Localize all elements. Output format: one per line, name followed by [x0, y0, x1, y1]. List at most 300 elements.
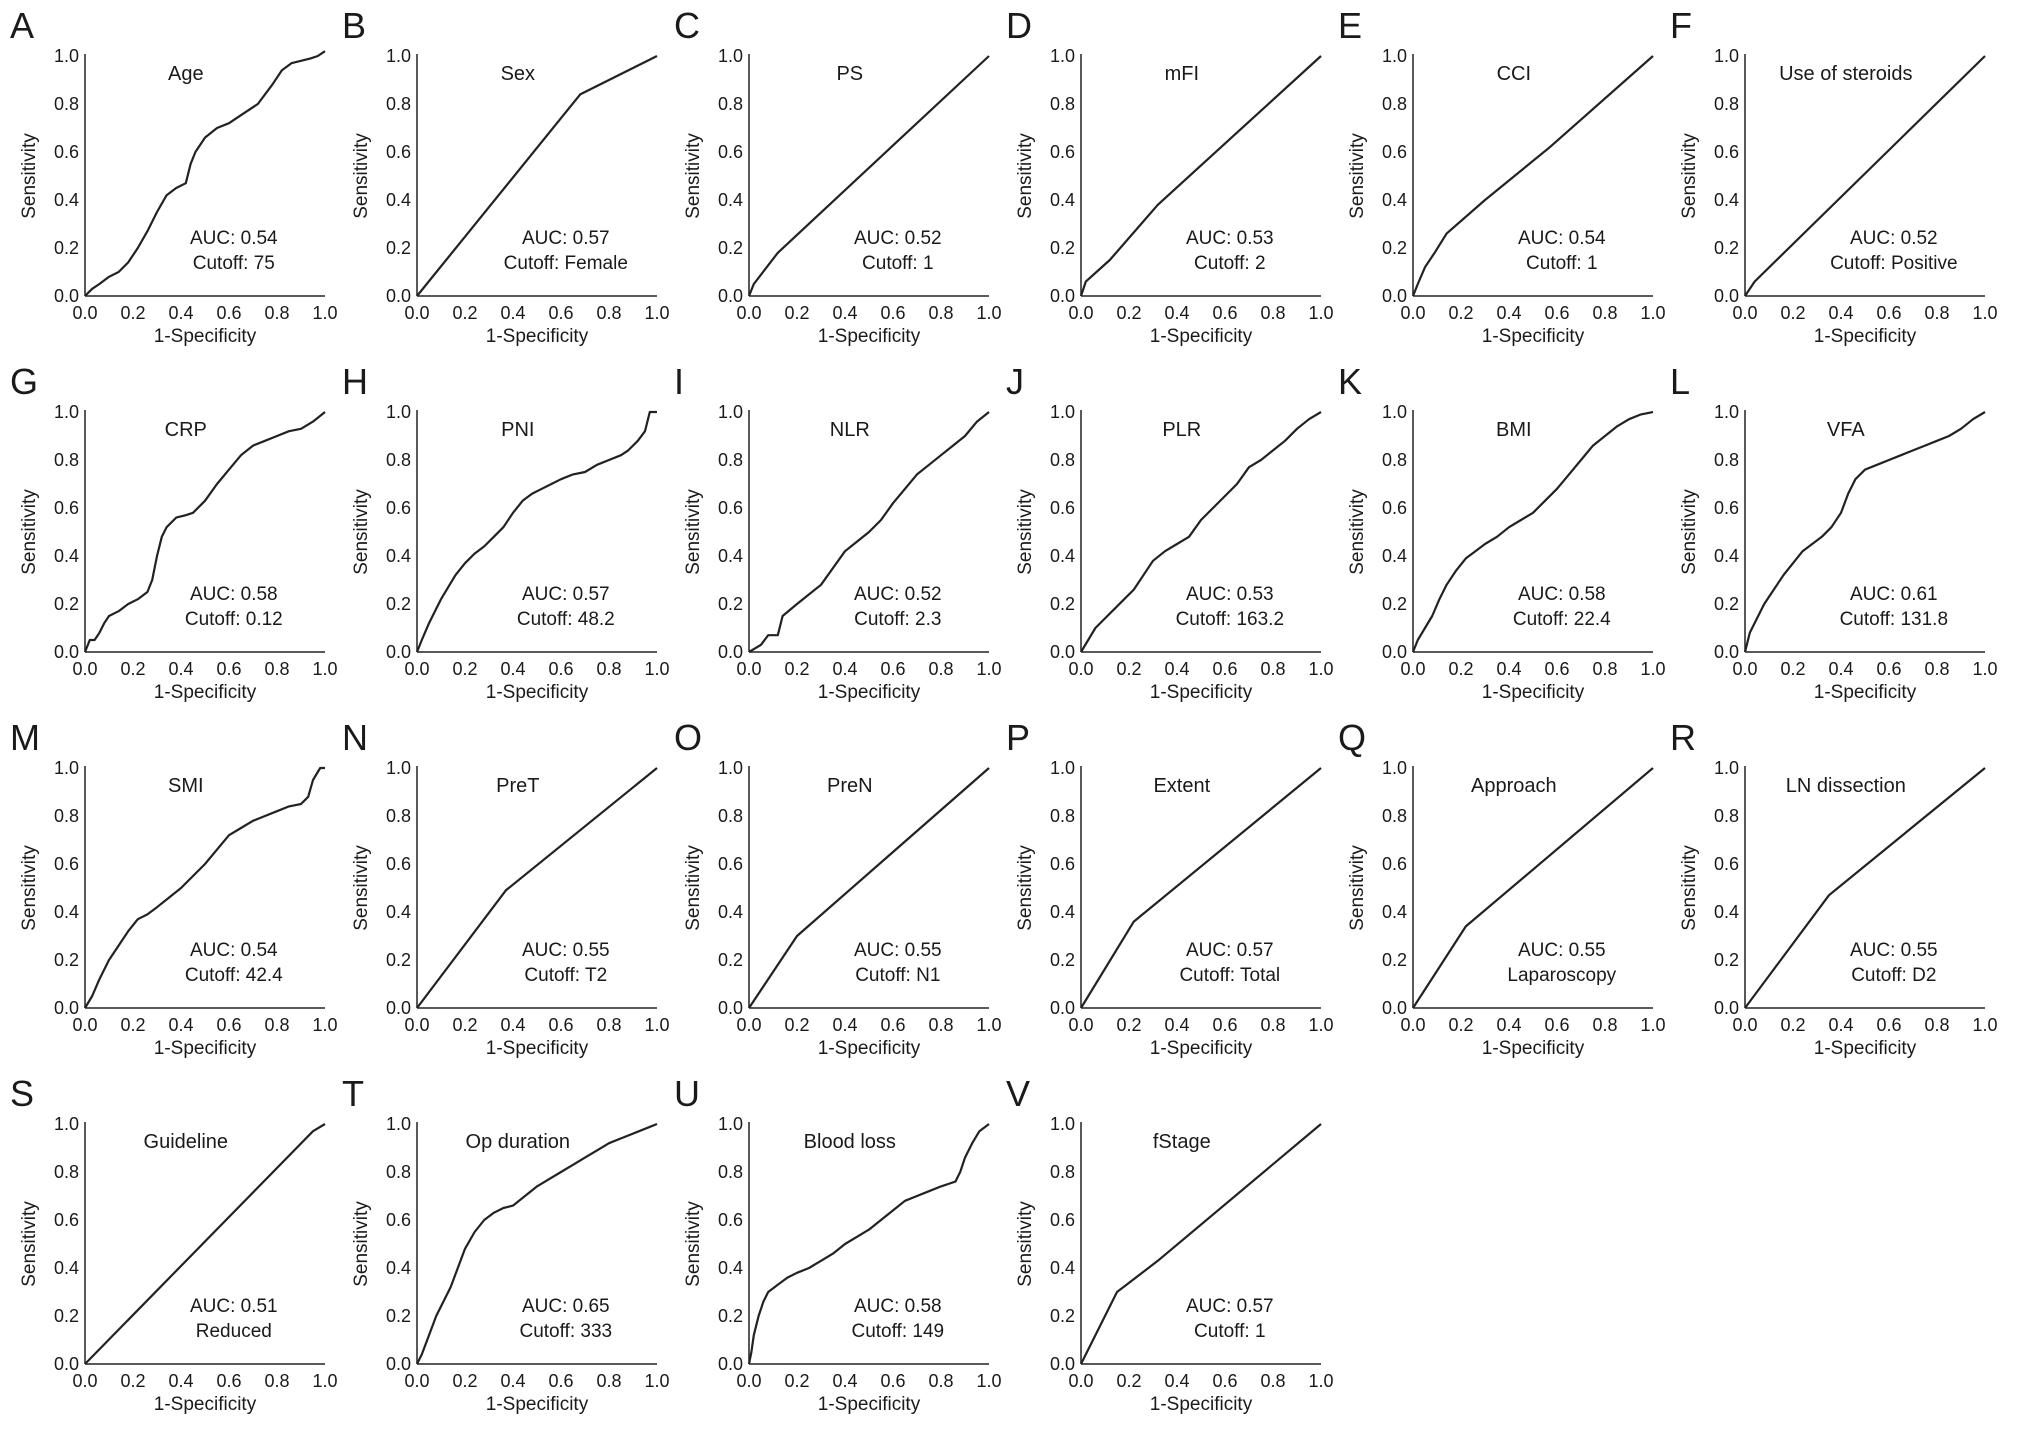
x-tick-label: 0.4: [500, 1371, 526, 1391]
x-tick-label: 1.0: [976, 659, 1002, 679]
panel-letter: Q: [1338, 717, 1367, 758]
y-tick-label: 0.4: [53, 902, 79, 922]
x-tick-label: 1.0: [1972, 303, 1998, 323]
y-tick-label: 1.0: [53, 1114, 79, 1134]
auc-label: AUC: 0.52: [853, 228, 942, 249]
x-tick-label: 1.0: [1640, 659, 1666, 679]
y-tick-label: 0.6: [53, 854, 79, 874]
y-tick-label: 0.6: [385, 1210, 411, 1230]
auc-label: AUC: 0.55: [853, 940, 942, 961]
x-tick-label: 0.6: [1544, 659, 1570, 679]
y-tick-label: 1.0: [1713, 758, 1739, 778]
x-axis-label: 1-Specificity: [485, 682, 589, 703]
x-tick-label: 0.0: [736, 1015, 762, 1035]
x-tick-label: 0.2: [784, 659, 810, 679]
x-tick-label: 0.6: [1876, 659, 1902, 679]
roc-panel-m: [10, 717, 338, 1059]
x-tick-label: 1.0: [1308, 303, 1334, 323]
y-tick-label: 0.4: [1381, 902, 1407, 922]
y-axis-label: Sensitivity: [1347, 489, 1368, 575]
y-tick-label: 0.4: [1381, 190, 1407, 210]
y-axis-label: Sensitivity: [1015, 845, 1036, 931]
cutoff-label: Cutoff: 48.2: [516, 609, 615, 630]
chart-title: LN dissection: [1785, 775, 1906, 797]
x-tick-label: 0.4: [168, 1015, 194, 1035]
y-tick-label: 0.8: [1713, 94, 1739, 114]
y-tick-label: 0.6: [53, 142, 79, 162]
x-tick-label: 1.0: [1640, 303, 1666, 323]
auc-label: AUC: 0.57: [1185, 1296, 1274, 1317]
y-tick-label: 0.8: [1381, 450, 1407, 470]
panel-letter: U: [674, 1073, 700, 1114]
y-tick-label: 0.6: [385, 854, 411, 874]
roc-panel-l: [1670, 361, 1998, 703]
x-axis-label: 1-Specificity: [1813, 682, 1917, 703]
auc-label: AUC: 0.54: [1517, 228, 1606, 249]
y-tick-label: 1.0: [1049, 758, 1075, 778]
x-axis-label: 1-Specificity: [817, 1038, 921, 1059]
y-tick-label: 1.0: [1381, 46, 1407, 66]
x-tick-label: 0.8: [264, 1015, 290, 1035]
y-tick-label: 0.2: [53, 950, 79, 970]
chart-title: VFA: [1826, 419, 1865, 441]
y-tick-label: 0.4: [1713, 546, 1739, 566]
y-tick-label: 0.4: [385, 546, 411, 566]
x-tick-label: 0.6: [880, 303, 906, 323]
y-tick-label: 0.8: [717, 806, 743, 826]
x-tick-label: 0.4: [832, 659, 858, 679]
y-tick-label: 1.0: [1713, 402, 1739, 422]
x-tick-label: 0.6: [1876, 1015, 1902, 1035]
y-tick-label: 0.6: [717, 1210, 743, 1230]
x-tick-label: 0.6: [1544, 1015, 1570, 1035]
x-tick-label: 1.0: [312, 1015, 338, 1035]
y-tick-label: 0.6: [53, 1210, 79, 1230]
y-tick-label: 0.0: [385, 998, 411, 1018]
roc-panel-d: [1006, 5, 1334, 347]
x-axis-label: 1-Specificity: [817, 682, 921, 703]
roc-panel-k: [1338, 361, 1666, 703]
auc-label: AUC: 0.52: [853, 584, 942, 605]
panel-letter: H: [342, 361, 368, 402]
x-tick-label: 0.0: [1068, 659, 1094, 679]
panel-letter: A: [10, 5, 35, 46]
chart-title: Sex: [500, 63, 536, 85]
x-tick-label: 0.2: [784, 1015, 810, 1035]
y-tick-label: 0.0: [1049, 286, 1075, 306]
y-axis-label: Sensitivity: [683, 489, 704, 575]
x-tick-label: 0.4: [1496, 1015, 1522, 1035]
x-tick-label: 0.8: [1592, 303, 1618, 323]
auc-label: AUC: 0.54: [189, 228, 278, 249]
x-tick-label: 0.8: [1260, 659, 1286, 679]
roc-panel-q: [1338, 717, 1666, 1059]
cutoff-label: Cutoff: 75: [192, 253, 275, 274]
x-tick-label: 1.0: [976, 1015, 1002, 1035]
y-tick-label: 0.0: [1713, 998, 1739, 1018]
y-tick-label: 0.0: [385, 286, 411, 306]
y-tick-label: 1.0: [1381, 402, 1407, 422]
y-tick-label: 0.4: [1381, 546, 1407, 566]
y-tick-label: 0.2: [53, 594, 79, 614]
x-tick-label: 0.8: [264, 1371, 290, 1391]
chart-title: SMI: [168, 775, 204, 797]
y-tick-label: 0.6: [1381, 854, 1407, 874]
x-axis-label: 1-Specificity: [153, 326, 257, 347]
y-tick-label: 0.2: [1049, 950, 1075, 970]
x-tick-label: 0.2: [452, 659, 478, 679]
x-tick-label: 0.0: [1068, 1371, 1094, 1391]
y-tick-label: 0.6: [1049, 854, 1075, 874]
cutoff-label: Cutoff: 333: [519, 1321, 613, 1342]
y-tick-label: 0.8: [1381, 94, 1407, 114]
panel-letter: V: [1006, 1073, 1031, 1114]
y-tick-label: 0.2: [717, 950, 743, 970]
y-tick-label: 0.2: [53, 1306, 79, 1326]
y-axis-label: Sensitivity: [1679, 133, 1700, 219]
panel-letter: R: [1670, 717, 1696, 758]
y-tick-label: 1.0: [385, 1114, 411, 1134]
chart-title: PS: [836, 63, 864, 85]
x-axis-label: 1-Specificity: [153, 1394, 257, 1415]
y-tick-label: 0.8: [53, 450, 79, 470]
x-tick-label: 0.2: [120, 1371, 146, 1391]
x-tick-label: 0.2: [1448, 659, 1474, 679]
y-tick-label: 0.8: [1713, 450, 1739, 470]
y-tick-label: 0.6: [1713, 854, 1739, 874]
x-tick-label: 0.0: [1732, 659, 1758, 679]
y-tick-label: 0.6: [1381, 142, 1407, 162]
cutoff-label: Cutoff: 1: [1526, 253, 1598, 274]
y-tick-label: 0.0: [1381, 286, 1407, 306]
panel-letter: O: [674, 717, 703, 758]
x-tick-label: 0.8: [596, 303, 622, 323]
roc-panel-a: [10, 5, 338, 347]
x-tick-label: 0.0: [1068, 1015, 1094, 1035]
y-tick-label: 0.2: [385, 950, 411, 970]
chart-title: NLR: [829, 419, 870, 441]
x-tick-label: 0.6: [1212, 659, 1238, 679]
x-tick-label: 0.2: [120, 659, 146, 679]
y-tick-label: 1.0: [1049, 46, 1075, 66]
x-tick-label: 1.0: [1972, 1015, 1998, 1035]
y-axis-label: Sensitivity: [351, 845, 372, 931]
x-tick-label: 0.4: [500, 659, 526, 679]
x-tick-label: 1.0: [312, 659, 338, 679]
x-tick-label: 0.4: [168, 659, 194, 679]
y-axis-label: Sensitivity: [1015, 489, 1036, 575]
roc-panel-e: [1338, 5, 1666, 347]
y-tick-label: 0.8: [1713, 806, 1739, 826]
y-tick-label: 0.8: [717, 94, 743, 114]
y-tick-label: 0.8: [53, 94, 79, 114]
x-tick-label: 0.4: [1828, 1015, 1854, 1035]
x-tick-label: 0.8: [1924, 659, 1950, 679]
x-tick-label: 0.0: [736, 303, 762, 323]
y-tick-label: 0.4: [1049, 1258, 1075, 1278]
x-tick-label: 0.6: [1876, 303, 1902, 323]
y-tick-label: 0.0: [385, 1354, 411, 1374]
chart-title: PLR: [1162, 419, 1202, 441]
y-axis-label: Sensitivity: [1679, 489, 1700, 575]
x-tick-label: 0.4: [832, 1371, 858, 1391]
roc-panel-p: [1006, 717, 1334, 1059]
y-tick-label: 0.2: [717, 594, 743, 614]
y-tick-label: 0.6: [1049, 142, 1075, 162]
x-tick-label: 1.0: [644, 303, 670, 323]
auc-label: AUC: 0.53: [1185, 228, 1274, 249]
x-tick-label: 0.4: [500, 303, 526, 323]
roc-panel-r: [1670, 717, 1998, 1059]
x-tick-label: 0.2: [1780, 303, 1806, 323]
panel-letter: S: [10, 1073, 35, 1114]
cutoff-label: Cutoff: 2.3: [854, 609, 942, 630]
x-tick-label: 0.4: [1164, 1015, 1190, 1035]
auc-label: AUC: 0.55: [521, 940, 610, 961]
y-tick-label: 1.0: [1713, 46, 1739, 66]
panel-letter: E: [1338, 5, 1363, 46]
y-tick-label: 0.4: [385, 1258, 411, 1278]
auc-label: AUC: 0.57: [521, 228, 610, 249]
x-tick-label: 0.8: [1592, 1015, 1618, 1035]
y-tick-label: 0.6: [1713, 142, 1739, 162]
x-tick-label: 0.6: [1212, 303, 1238, 323]
x-tick-label: 0.2: [120, 303, 146, 323]
x-tick-label: 1.0: [644, 1015, 670, 1035]
y-tick-label: 0.2: [1049, 238, 1075, 258]
y-tick-label: 0.6: [717, 142, 743, 162]
y-tick-label: 0.4: [1713, 190, 1739, 210]
y-axis-label: Sensitivity: [683, 845, 704, 931]
panel-letter: T: [342, 1073, 364, 1114]
cutoff-label: Cutoff: 1: [862, 253, 934, 274]
x-axis-label: 1-Specificity: [1813, 326, 1917, 347]
y-tick-label: 0.4: [385, 190, 411, 210]
roc-panel-h: [342, 361, 670, 703]
cutoff-label: Cutoff: T2: [524, 965, 608, 986]
y-tick-label: 0.2: [385, 1306, 411, 1326]
y-axis-label: Sensitivity: [351, 489, 372, 575]
x-tick-label: 0.6: [880, 1015, 906, 1035]
x-tick-label: 0.0: [736, 659, 762, 679]
y-tick-label: 0.0: [53, 1354, 79, 1374]
x-axis-label: 1-Specificity: [1813, 1038, 1917, 1059]
x-tick-label: 0.0: [404, 303, 430, 323]
x-tick-label: 0.8: [928, 1371, 954, 1391]
chart-title: PNI: [501, 419, 535, 441]
x-tick-label: 0.0: [1400, 659, 1426, 679]
y-tick-label: 0.2: [385, 594, 411, 614]
panel-letter: B: [342, 5, 367, 46]
x-tick-label: 0.6: [216, 1015, 242, 1035]
chart-title: mFI: [1164, 63, 1200, 85]
y-tick-label: 1.0: [385, 46, 411, 66]
y-axis-label: Sensitivity: [1679, 845, 1700, 931]
x-tick-label: 0.2: [1116, 1371, 1142, 1391]
y-tick-label: 0.4: [53, 190, 79, 210]
y-tick-label: 0.8: [717, 1162, 743, 1182]
y-tick-label: 1.0: [385, 402, 411, 422]
x-tick-label: 0.8: [596, 1371, 622, 1391]
y-tick-label: 0.0: [1381, 642, 1407, 662]
x-tick-label: 0.4: [832, 303, 858, 323]
y-axis-label: Sensitivity: [351, 133, 372, 219]
roc-panel-s: [10, 1073, 338, 1415]
y-tick-label: 1.0: [1049, 1114, 1075, 1134]
x-tick-label: 0.2: [1448, 1015, 1474, 1035]
y-tick-label: 0.6: [1049, 1210, 1075, 1230]
x-tick-label: 0.8: [1924, 1015, 1950, 1035]
y-tick-label: 0.2: [1713, 238, 1739, 258]
y-tick-label: 0.4: [53, 546, 79, 566]
x-tick-label: 0.0: [1732, 1015, 1758, 1035]
x-tick-label: 1.0: [644, 1371, 670, 1391]
chart-title: BMI: [1496, 419, 1532, 441]
chart-title: CCI: [1496, 63, 1532, 85]
cutoff-label: Reduced: [195, 1321, 272, 1342]
auc-label: AUC: 0.52: [1849, 228, 1938, 249]
y-tick-label: 0.8: [1381, 806, 1407, 826]
y-tick-label: 0.8: [1049, 806, 1075, 826]
panel-letter: C: [674, 5, 700, 46]
roc-panel-v: [1006, 1073, 1334, 1415]
chart-title: fStage: [1152, 1131, 1211, 1153]
y-tick-label: 0.0: [1049, 1354, 1075, 1374]
roc-panel-t: [342, 1073, 670, 1415]
x-tick-label: 0.4: [1164, 1371, 1190, 1391]
x-tick-label: 0.6: [548, 1371, 574, 1391]
x-tick-label: 1.0: [312, 1371, 338, 1391]
auc-label: AUC: 0.51: [189, 1296, 278, 1317]
x-tick-label: 0.2: [452, 303, 478, 323]
y-axis-label: Sensitivity: [683, 1201, 704, 1287]
y-tick-label: 0.4: [717, 190, 743, 210]
x-tick-label: 1.0: [976, 1371, 1002, 1391]
cutoff-label: Cutoff: Total: [1179, 965, 1281, 986]
cutoff-label: Cutoff: D2: [1851, 965, 1937, 986]
y-tick-label: 0.0: [1713, 642, 1739, 662]
chart-title: Guideline: [143, 1131, 229, 1153]
x-tick-label: 1.0: [1308, 1015, 1334, 1035]
x-tick-label: 0.2: [1780, 1015, 1806, 1035]
x-tick-label: 0.8: [596, 1015, 622, 1035]
y-tick-label: 0.2: [1049, 1306, 1075, 1326]
x-tick-label: 0.8: [264, 303, 290, 323]
y-tick-label: 0.6: [385, 142, 411, 162]
x-tick-label: 0.0: [1400, 303, 1426, 323]
x-tick-label: 0.0: [1068, 303, 1094, 323]
x-tick-label: 0.6: [548, 659, 574, 679]
y-tick-label: 0.4: [1049, 902, 1075, 922]
y-tick-label: 0.0: [717, 286, 743, 306]
x-tick-label: 1.0: [1640, 1015, 1666, 1035]
y-tick-label: 1.0: [717, 46, 743, 66]
y-tick-label: 0.2: [1381, 238, 1407, 258]
y-tick-label: 0.2: [385, 238, 411, 258]
x-tick-label: 0.6: [1544, 303, 1570, 323]
x-tick-label: 0.8: [1260, 303, 1286, 323]
y-tick-label: 1.0: [53, 402, 79, 422]
y-tick-label: 0.2: [1381, 594, 1407, 614]
x-tick-label: 0.4: [168, 1371, 194, 1391]
y-tick-label: 0.4: [1049, 190, 1075, 210]
cutoff-label: Cutoff: 42.4: [184, 965, 283, 986]
x-axis-label: 1-Specificity: [485, 326, 589, 347]
x-tick-label: 0.0: [404, 659, 430, 679]
y-tick-label: 1.0: [717, 1114, 743, 1134]
x-axis-label: 1-Specificity: [153, 682, 257, 703]
y-tick-label: 0.0: [53, 998, 79, 1018]
auc-label: AUC: 0.55: [1849, 940, 1938, 961]
y-tick-label: 0.8: [385, 1162, 411, 1182]
y-axis-label: Sensitivity: [19, 133, 40, 219]
x-tick-label: 0.0: [1732, 303, 1758, 323]
x-tick-label: 0.0: [72, 303, 98, 323]
y-axis-label: Sensitivity: [1347, 845, 1368, 931]
y-tick-label: 0.6: [385, 498, 411, 518]
x-tick-label: 1.0: [1972, 659, 1998, 679]
x-tick-label: 0.4: [1496, 303, 1522, 323]
y-tick-label: 0.4: [53, 1258, 79, 1278]
x-tick-label: 0.6: [216, 659, 242, 679]
y-axis-label: Sensitivity: [19, 489, 40, 575]
x-tick-label: 0.2: [120, 1015, 146, 1035]
y-tick-label: 0.4: [717, 546, 743, 566]
y-tick-label: 0.6: [1381, 498, 1407, 518]
roc-panel-u: [674, 1073, 1002, 1415]
x-tick-label: 0.6: [216, 1371, 242, 1391]
y-tick-label: 0.4: [1049, 546, 1075, 566]
x-tick-label: 0.8: [928, 303, 954, 323]
panel-letter: K: [1338, 361, 1363, 402]
y-tick-label: 0.2: [1713, 950, 1739, 970]
x-tick-label: 0.2: [1116, 659, 1142, 679]
chart-title: Extent: [1153, 775, 1211, 797]
y-tick-label: 0.2: [717, 238, 743, 258]
x-tick-label: 0.2: [1448, 303, 1474, 323]
y-tick-label: 0.0: [1049, 998, 1075, 1018]
panel-letter: L: [1670, 361, 1691, 402]
y-tick-label: 0.0: [717, 642, 743, 662]
x-tick-label: 0.8: [596, 659, 622, 679]
y-tick-label: 0.0: [1381, 998, 1407, 1018]
x-axis-label: 1-Specificity: [817, 1394, 921, 1415]
y-tick-label: 0.8: [53, 806, 79, 826]
x-tick-label: 0.4: [168, 303, 194, 323]
x-tick-label: 0.8: [1260, 1015, 1286, 1035]
y-tick-label: 0.6: [1713, 498, 1739, 518]
roc-panel-b: [342, 5, 670, 347]
roc-panel-f: [1670, 5, 1998, 347]
y-tick-label: 0.6: [1049, 498, 1075, 518]
y-axis-label: Sensitivity: [1015, 1201, 1036, 1287]
y-tick-label: 0.8: [53, 1162, 79, 1182]
panel-letter: D: [1006, 5, 1032, 46]
y-tick-label: 0.0: [53, 286, 79, 306]
x-tick-label: 0.8: [1260, 1371, 1286, 1391]
roc-panel-i: [674, 361, 1002, 703]
x-axis-label: 1-Specificity: [153, 1038, 257, 1059]
cutoff-label: Laparoscopy: [1507, 965, 1617, 986]
x-axis-label: 1-Specificity: [817, 326, 921, 347]
panel-letter: F: [1670, 5, 1692, 46]
chart-title: PreN: [827, 775, 873, 797]
panel-letter: I: [674, 361, 685, 402]
x-axis-label: 1-Specificity: [485, 1038, 589, 1059]
auc-label: AUC: 0.57: [521, 584, 610, 605]
auc-label: AUC: 0.54: [189, 940, 278, 961]
y-tick-label: 0.8: [717, 450, 743, 470]
